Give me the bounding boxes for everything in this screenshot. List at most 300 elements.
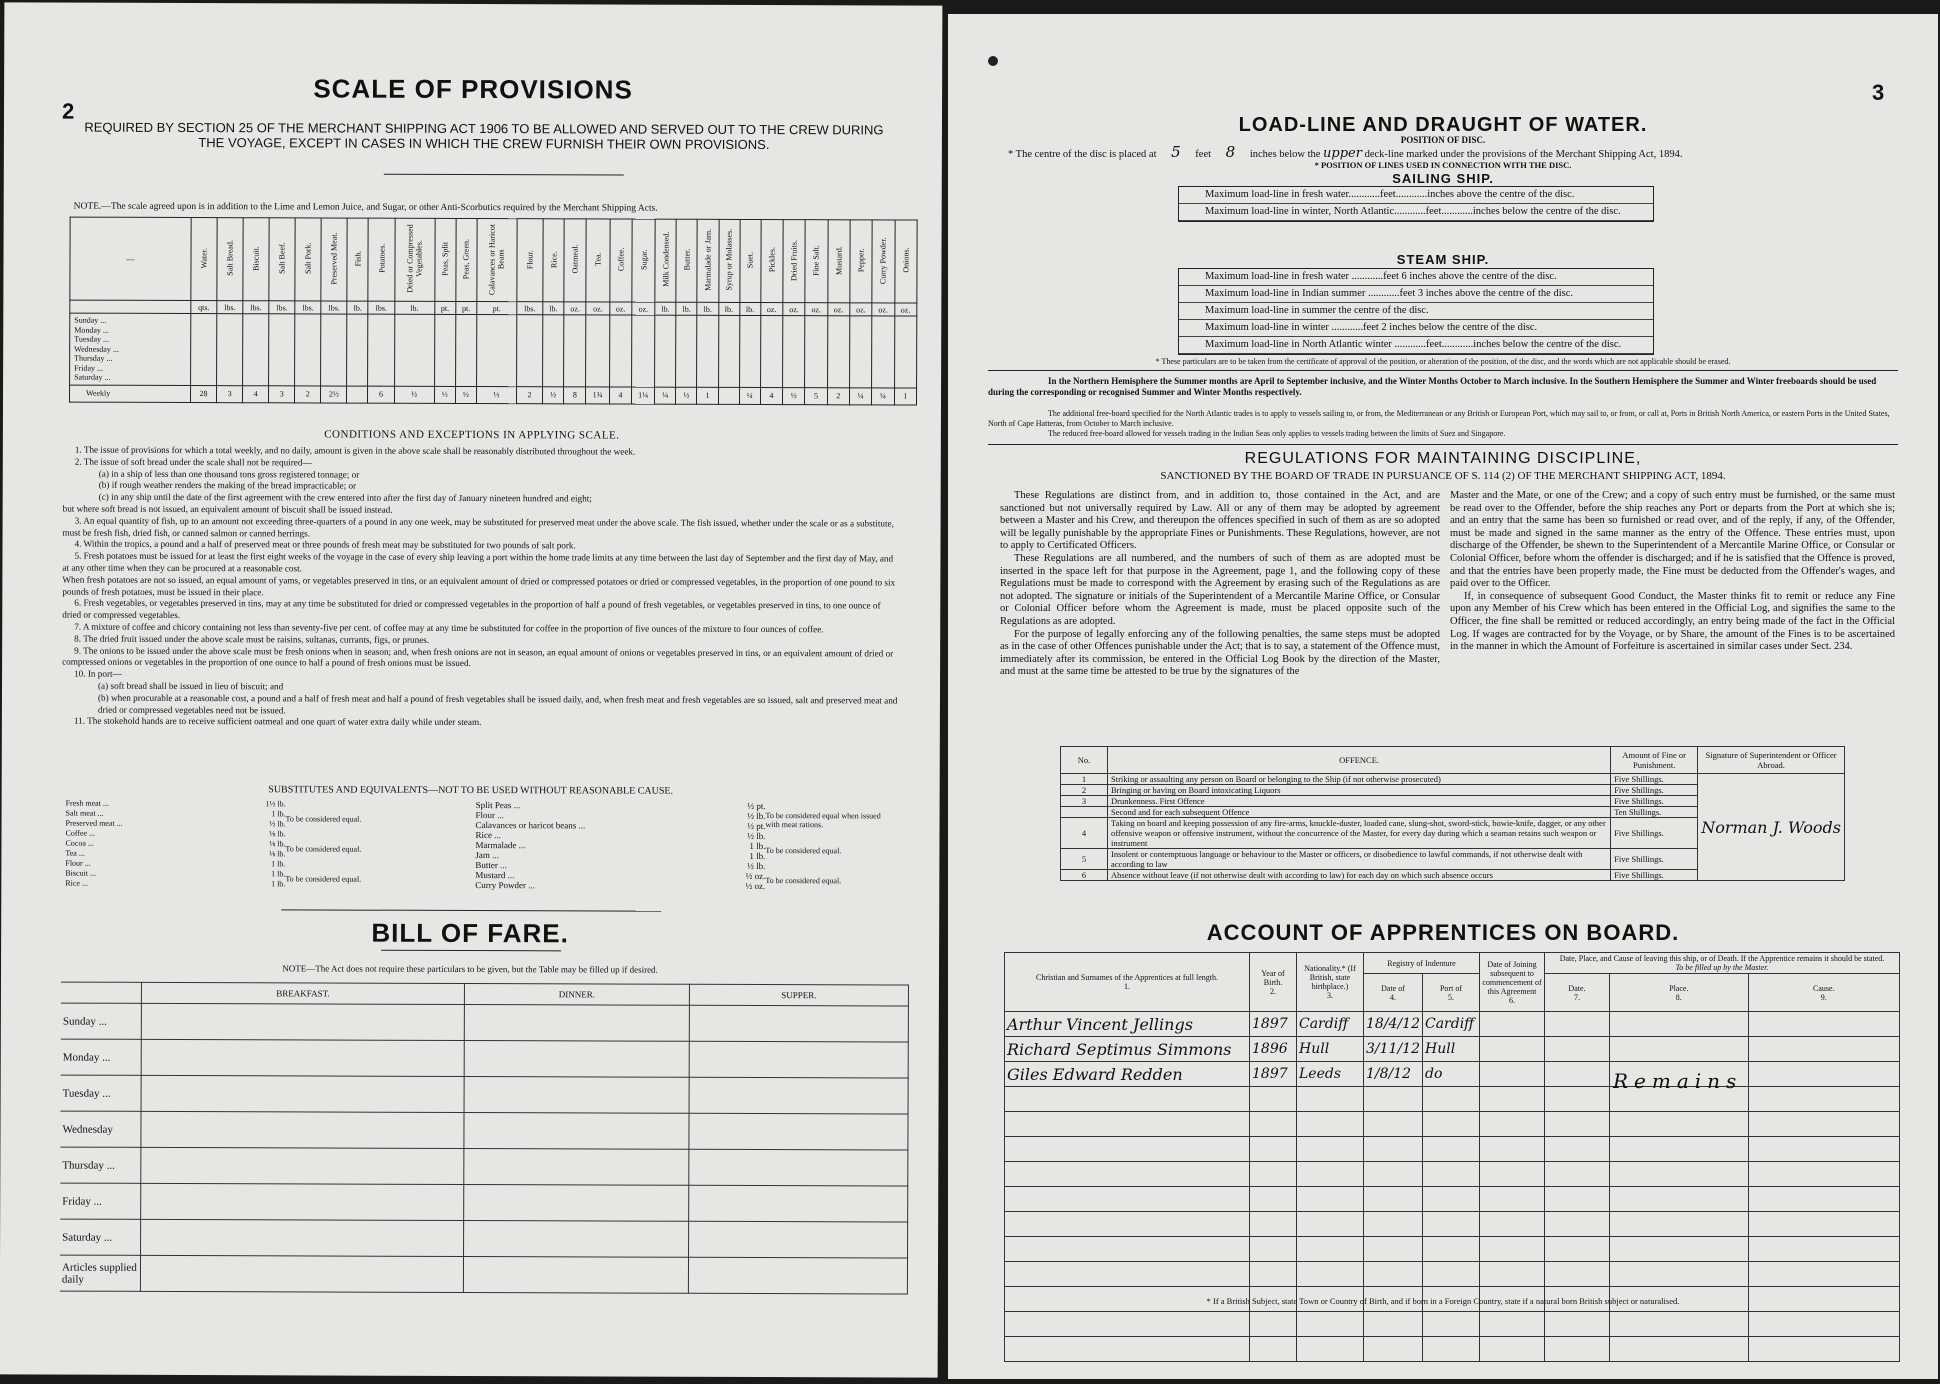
condition-item: 6. Fresh vegetables, or vegetables preserved in tins, may at any time be substituted for dried or compressed vegetables in the proportion of half a pound of fresh vegetables, or vegetables preserved in tins, to one ounce of dried or compressed vegetables. <box>62 597 881 621</box>
bill-title: BILL OF FARE. <box>371 917 569 949</box>
leaving-cause <box>1748 1012 1899 1037</box>
unit-cell: lbs. <box>368 301 394 314</box>
day-values-cell <box>655 315 676 387</box>
substitute-item: Flour ... <box>475 810 505 821</box>
sailing-box <box>1178 186 1654 222</box>
weekly-value: 4 <box>760 387 782 404</box>
leaving-cause <box>1748 1262 1899 1287</box>
condition-item: When fresh potatoes are not so issued, an equal amount of yams, or vegetables preserved in tins, or an equivalent amount of dried or compressed potatoes or dried or compressed vegetables, in the proportion of one pound to six pounds of fresh potatoes, must be issued in their place. <box>62 574 896 597</box>
indenture-date <box>1364 1312 1423 1337</box>
fare-row <box>60 1111 908 1150</box>
apprentice-birth <box>1250 1312 1297 1337</box>
apprentice-nationality <box>1297 1212 1364 1237</box>
offence-fine: Five Shillings. <box>1611 785 1698 796</box>
weekly-label: Weekly <box>70 385 191 402</box>
apprentice-birth <box>1250 1012 1297 1037</box>
offence-text: Striking or assaulting any person on Board or belonging to the Ship (if not otherwise prosecuted) <box>1108 774 1611 785</box>
offence-text: Bringing or having on Board intoxicating Liquors <box>1108 785 1611 796</box>
apprentice-row <box>1005 1162 1900 1187</box>
weekly-value: 6 <box>368 386 394 403</box>
fare-cell <box>464 1004 689 1041</box>
offence-no: 3 <box>1061 796 1108 807</box>
offence-text: Drunkenness. First Offence <box>1108 796 1611 807</box>
day-values-cell <box>455 314 476 386</box>
fare-cell <box>464 1220 689 1257</box>
unit-cell: oz. <box>761 303 783 316</box>
apprentice-birth <box>1250 1062 1297 1087</box>
indenture-date-text: 18/4/12 <box>1366 1016 1420 1032</box>
substitute-row <box>475 880 765 891</box>
fare-cell <box>688 1257 907 1294</box>
apprentice-name <box>1005 1162 1250 1187</box>
leaving-date <box>1544 1262 1609 1287</box>
indenture-port-text: Hull <box>1424 1041 1456 1057</box>
day-values-cell <box>676 315 697 387</box>
weekly-value: ¼ <box>655 387 676 404</box>
regulation-paragraph: These Regulations are all numbered, and the numbers of such of them as are adopted must be inserted in the space left for that purpose in the Agreement, page 1, and the following copy of these Regulations must be made to correspond with the Agreement by erasing such of the Regulations as are not adopted. The signature or initials of the Superintendent of a Mercantile Marine Office, or Consular or Colonial Officer before whom the Agreement is made, must be placed opposite such of the Regulations as are adopted. <box>1000 552 1440 627</box>
unit-cell: qts. <box>191 301 217 314</box>
fare-row <box>61 1039 909 1078</box>
offence-text: Insolent or contemptuous language or behaviour to the Master or officers, or disobedience to lawful commands, if not otherwise dealt with according to law <box>1108 849 1611 870</box>
bill-of-fare-table <box>60 982 909 1295</box>
page-title: SCALE OF PROVISIONS <box>313 73 633 105</box>
provision-col-label: Milk Condensed. <box>661 232 671 288</box>
fare-cell <box>141 1219 464 1256</box>
condition-item: 10. In port— <box>74 668 122 679</box>
fare-row <box>60 1183 908 1222</box>
indenture-date <box>1364 1212 1423 1237</box>
indenture-date-text: 3/11/12 <box>1366 1041 1420 1057</box>
fare-cell <box>688 1185 907 1222</box>
indenture-port <box>1422 1112 1479 1137</box>
divider <box>281 909 661 911</box>
day-values-cell <box>217 314 243 386</box>
indenture-port <box>1422 1162 1479 1187</box>
leaving-date <box>1544 1062 1609 1087</box>
substitute-qty: 1 lb. <box>271 809 286 819</box>
regulation-paragraph: For the purpose of legally enforcing any of the following penalties, the same steps must be adopted as in the case of other Offences punishable under the Act; that is to say, a statement of the Offence must, immediately after its commission, be entered in the Official Log Book by the direction of the Master, and must at the same time be attested to be true by the signatures of the <box>1000 628 1440 678</box>
substitute-qty: ⅛ lb. <box>269 839 286 849</box>
units-label <box>70 300 191 313</box>
substitute-qty: ½ oz. <box>745 870 766 882</box>
substitute-note: To be considered equal. <box>285 843 362 854</box>
fare-cell <box>689 1113 908 1150</box>
provision-col-header <box>477 219 517 302</box>
appr-nationality-header <box>1297 953 1364 1012</box>
apprentice-nationality <box>1297 1087 1364 1112</box>
day-values-cell <box>476 315 516 387</box>
col-num-3: 3. <box>1327 991 1333 1000</box>
provision-col-header <box>347 218 368 301</box>
signature-text: Norman J. Woods <box>1701 817 1841 837</box>
fare-cell <box>141 1147 464 1184</box>
apprentice-birth-text: 1897 <box>1252 1066 1288 1082</box>
regulation-paragraph: These Regulations are distinct from, and in addition to, those contained in the Act, and are sanctioned but not universally required by Law. All or any of them may be adopted by agreement between a Master and his Crew, and thereupon the offences specified in such of them as are so adopted will be legally punishable by the appropriate Fines or Punishments. These Regulations, however, are not to apply to Certificated Officers. <box>1000 490 1440 552</box>
provision-col-header <box>586 219 610 302</box>
fare-cell <box>689 1041 908 1078</box>
bill-note: NOTE—The Act does not require these particulars to be given, but the Table may be filled up if desired. <box>282 963 658 975</box>
day-label: Saturday ... <box>74 372 111 382</box>
apprentice-row <box>1005 1262 1900 1287</box>
appr-ldate-header <box>1544 974 1609 1012</box>
offence-text: Second and for each subsequent Offence <box>1108 807 1611 818</box>
weekly-value: ½ <box>543 386 564 403</box>
condition-item: 3. An equal quantity of fish, up to an amount not exceeding three-quarters of a pound in any one week, may be substituted for preserved meat under the above scale. The fish issued, whether under the scale or as a substitute, must be fresh fish, dried fish, or canned salmon or canned herrings. <box>62 515 894 539</box>
provision-col-header <box>217 218 243 301</box>
unit-cell: lb. <box>718 302 739 315</box>
fare-cell <box>141 1075 464 1112</box>
provision-col-header <box>761 220 784 303</box>
indenture-date <box>1364 1237 1423 1262</box>
provision-col-label: Peas, Green. <box>461 238 471 280</box>
substitute-qty: ½ lb. <box>747 830 766 842</box>
day-values-cell <box>894 316 917 388</box>
substitute-qty: ½ oz. <box>745 880 766 892</box>
officer-signature <box>1698 774 1845 881</box>
apprentice-birth-text: 1897 <box>1252 1016 1288 1032</box>
indenture-port <box>1422 1262 1479 1287</box>
fare-cell <box>141 1039 464 1076</box>
leaving-date <box>1544 1312 1609 1337</box>
indenture-date <box>1364 1087 1423 1112</box>
weekly-value: ½ <box>394 386 434 403</box>
day-values-cell <box>517 315 543 387</box>
appr-lplace-header-text: Place. <box>1669 983 1689 993</box>
weekly-value: ½ <box>455 386 476 403</box>
joining-date <box>1479 1137 1544 1162</box>
joining-date <box>1479 1312 1544 1337</box>
steam-line: Maximum load-line in winter ............feet 2 inches below the centre of the disc. <box>1179 320 1653 337</box>
col-num-6: 6. <box>1508 995 1515 1005</box>
offence-no: 1 <box>1061 774 1108 785</box>
weekly-value: 2 <box>516 386 542 403</box>
provision-col-label: Salt Beef. <box>277 242 287 275</box>
weekly-value: ½ <box>476 386 516 403</box>
provision-col-label: Calavances or Haricot Beans <box>487 223 506 295</box>
appr-port-header <box>1422 974 1479 1012</box>
apprentice-row <box>1005 1212 1900 1237</box>
substitute-qty: ⅛ lb. <box>269 849 286 859</box>
substitutes-right-notes <box>765 805 895 895</box>
col-num-9: 9. <box>1820 992 1827 1002</box>
leaving-place <box>1609 1212 1748 1237</box>
substitutes-title: SUBSTITUTES AND EQUIVALENTS—NOT TO BE USED WITHOUT REASONABLE CAUSE. <box>268 784 674 797</box>
day-values-cell <box>697 315 718 387</box>
weekly-value: 4 <box>243 385 269 402</box>
weekly-value: 2½ <box>321 385 347 402</box>
appr-joining-header <box>1479 953 1544 1012</box>
offence-no: 5 <box>1061 849 1108 870</box>
provision-col-header <box>394 218 434 301</box>
condition-item: (a) in a ship of less than one thousand tons gross registered tonnage; or <box>98 468 360 480</box>
substitute-note: To be considered equal. <box>285 813 362 824</box>
reg-subtitle: SANCTIONED BY THE BOARD OF TRADE IN PURSUANCE OF S. 114 (2) OF THE MERCHANT SHIPPING ACT, 1894. <box>1160 470 1726 482</box>
offence-header: OFFENCE. <box>1108 747 1611 774</box>
fare-day: Friday ... <box>60 1183 141 1219</box>
day-values-cell <box>586 315 609 387</box>
substitute-qty: ½ pt. <box>747 820 766 832</box>
conditions-list <box>62 445 901 731</box>
appr-birth-header <box>1250 953 1297 1012</box>
substitute-row <box>66 819 286 830</box>
weekly-value: ½ <box>676 387 697 404</box>
fare-row <box>60 1255 908 1294</box>
condition-item: 8. The dried fruit issued under the above scale must be raisins, sultanas, currants, figs, or prunes. <box>74 633 430 645</box>
indenture-date <box>1364 1037 1423 1062</box>
day-label: Wednesday ... <box>74 344 119 354</box>
day-values-cell <box>434 314 455 386</box>
season-note: In the Northern Hemisphere the Summer months are April to September inclusive, and the Winter Months October to March inclusive. In the Southern Hemisphere the Summer and Winter freeboards should be used during the corresponding or recognised Summer and Winter Months respectively. <box>988 376 1877 397</box>
condition-item: 5. Fresh potatoes must be issued for at least the first eight weeks of the voyage in the case of every ship leaving a port within the home trade limits at any time between the last day of September and the first day of May, and at any other time when they can be procured at a reasonable cost. <box>62 550 894 574</box>
provision-col-label: Fine Salt. <box>811 244 822 276</box>
provision-col-label: Syrup or Molasses. <box>724 229 734 291</box>
leaving-date <box>1544 1112 1609 1137</box>
joining-date <box>1479 1012 1544 1037</box>
disc-feet: 5 <box>1171 143 1181 161</box>
substitute-qty: ½ lb. <box>747 810 766 822</box>
substitute-item: Curry Powder ... <box>475 880 536 891</box>
unit-cell: lb. <box>394 301 434 314</box>
page-number: 3 <box>1872 80 1885 105</box>
reg-right-column <box>1450 490 1895 654</box>
disc-inches-label: inches below the <box>1249 149 1321 160</box>
indenture-date-text: 1/8/12 <box>1366 1066 1412 1082</box>
sailing-line: Maximum load-line in winter, North Atlantic............feet............inches below the centre of the disc. <box>1179 204 1653 221</box>
provision-col-header <box>517 219 543 302</box>
provision-col-header <box>676 219 697 302</box>
leaving-cause <box>1748 1312 1899 1337</box>
right-page <box>948 14 1938 1379</box>
day-values-cell <box>739 315 760 387</box>
joining-date <box>1479 1062 1544 1087</box>
apprentice-row <box>1005 1012 1900 1037</box>
leaving-place <box>1609 1262 1748 1287</box>
provision-col-header <box>564 219 587 302</box>
condition-item: 1. The issue of provisions for which a total weekly, and no daily, amount is given in the above scale shall be reasonably distributed throughout the week. <box>74 444 636 457</box>
apprentice-nationality <box>1297 1337 1364 1362</box>
leaving-date <box>1544 1162 1609 1187</box>
offence-no: 4 <box>1061 818 1108 849</box>
apprentice-nationality <box>1297 1012 1364 1037</box>
apprentice-birth <box>1250 1162 1297 1187</box>
page-number: 2 <box>61 98 75 124</box>
leaving-cause <box>1748 1212 1899 1237</box>
weekly-value: ¼ <box>739 387 760 404</box>
unit-cell: pt. <box>434 301 455 314</box>
appr-lcause-header-text: Cause. <box>1813 983 1835 993</box>
day-label: Thursday ... <box>74 353 113 363</box>
condition-item: 9. The onions to be issued under the above scale must be fresh onions when in season; and, when fresh onions are not in season, an equal amount of onions or vegetables preserved in tins, or an equivalent amount of dried or compressed onions or vegetables in the proportion of one ounce to half a pound of fresh onions must be issued. <box>62 645 894 669</box>
divider <box>384 174 624 176</box>
fare-cell <box>141 1003 464 1040</box>
provision-col-label: Suet. <box>745 251 755 269</box>
col-num-5: 5. <box>1447 992 1454 1002</box>
appr-leaving-header-text: Date, Place, and Cause of leaving this ship, or of Death. If the Apprentice remains it should be stated. <box>1559 954 1885 964</box>
substitute-item: Calavances or haricot beans ... <box>475 820 586 831</box>
disc-suffix: deck-line marked under the provisions of the Merchant Shipping Act, 1894. <box>1364 149 1683 160</box>
fare-day: Articles supplied daily <box>60 1255 141 1291</box>
indenture-port <box>1422 1337 1479 1362</box>
substitute-item: Butter ... <box>475 860 507 871</box>
steam-title: STEAM SHIP. <box>1396 252 1490 267</box>
provision-col-header <box>543 219 564 302</box>
apprentice-birth <box>1250 1337 1297 1362</box>
provision-col-header <box>872 220 895 303</box>
day-values-cell <box>269 314 295 386</box>
provision-col-label: Marmalade or Jam. <box>703 228 713 291</box>
provision-col-label: Coffee. <box>616 247 626 272</box>
sailing-title: SAILING SHIP. <box>1392 171 1494 186</box>
substitute-note: To be considered equal. <box>285 873 362 884</box>
weekly-value: ¼ <box>872 387 894 404</box>
substitute-qty: 1 lb. <box>749 840 766 852</box>
fare-cell <box>141 1111 464 1148</box>
indenture-port <box>1422 1012 1479 1037</box>
provision-col-label: Fish. <box>353 250 363 267</box>
fare-cell <box>688 1221 907 1258</box>
provision-col-label: Peas, Split <box>440 242 450 276</box>
substitute-item: Rice ... <box>475 830 502 841</box>
breakfast-header: BREAKFAST. <box>141 982 464 1004</box>
provision-col-header <box>697 219 718 302</box>
unit-cell: lb. <box>697 302 718 315</box>
fare-row <box>60 1219 908 1258</box>
provision-col-label: Sugar. <box>639 249 649 270</box>
offence-text: Absence without leave (if not otherwise dealt with according to law) for each day on which such absence occurs <box>1108 870 1611 881</box>
steam-line: Maximum load-line in fresh water ............feet 6 inches above the centre of the disc. <box>1179 269 1653 286</box>
joining-date <box>1479 1237 1544 1262</box>
apprentice-row <box>1005 1062 1900 1087</box>
substitute-row <box>475 840 765 851</box>
day-label: Tuesday ... <box>74 334 110 344</box>
fare-day: Thursday ... <box>60 1147 141 1183</box>
weekly-value: 5 <box>805 387 827 404</box>
apprentice-nationality-text: Hull <box>1299 1041 1330 1057</box>
leaving-cause <box>1748 1112 1899 1137</box>
disc-prefix: * The centre of the disc is placed at <box>1008 149 1157 160</box>
indenture-port <box>1422 1037 1479 1062</box>
provision-col-header <box>850 220 873 303</box>
provision-col-label: Pickles. <box>767 247 777 273</box>
leaving-place <box>1609 1037 1748 1062</box>
unit-cell: oz. <box>827 303 849 316</box>
weekly-value <box>718 387 739 404</box>
weekly-value: 1 <box>697 387 718 404</box>
offence-fine: Five Shillings. <box>1611 796 1698 807</box>
condition-item: (a) soft bread shall be issued in lieu of biscuit; and <box>97 680 284 692</box>
substitute-qty: 1½ lb. <box>265 799 286 809</box>
substitute-qty: ½ pt. <box>747 800 766 812</box>
steam-box <box>1178 268 1654 355</box>
leaving-place <box>1609 1162 1748 1187</box>
weekly-value: 1¾ <box>586 386 609 403</box>
indenture-port <box>1422 1312 1479 1337</box>
fare-cell <box>464 1040 689 1077</box>
apprentice-name <box>1005 1112 1250 1137</box>
weekly-value: 4 <box>609 386 631 403</box>
provision-col-header <box>894 220 917 303</box>
apprentice-nationality <box>1297 1312 1364 1337</box>
appr-name-header-text: Christian and Surnames of the Apprentices at full length. <box>1036 973 1218 982</box>
fare-day: Sunday ... <box>61 1003 142 1039</box>
day-values-cell <box>191 314 217 386</box>
apprentice-nationality <box>1297 1112 1364 1137</box>
unit-cell: oz. <box>894 303 917 316</box>
apprentice-nationality <box>1297 1037 1364 1062</box>
offence-fine: Five Shillings. <box>1611 849 1698 870</box>
unit-cell: lbs. <box>517 302 543 315</box>
unit-cell: oz. <box>632 302 655 315</box>
offence-fine: Five Shillings. <box>1611 870 1698 881</box>
apprentice-birth <box>1250 1037 1297 1062</box>
apprentice-name <box>1005 1037 1250 1062</box>
apprentice-nationality <box>1297 1062 1364 1087</box>
apprentice-name <box>1005 1012 1250 1037</box>
provision-col-label: Salt Pork. <box>303 242 313 275</box>
substitute-item: Rice ... <box>65 878 89 888</box>
indenture-date <box>1364 1012 1423 1037</box>
substitute-item: Jam ... <box>475 850 499 861</box>
apprentice-nationality <box>1297 1162 1364 1187</box>
left-page <box>0 2 942 1377</box>
day-values-cell <box>543 315 564 387</box>
joining-date <box>1479 1112 1544 1137</box>
condition-item: 2. The issue of soft bread under the scale shall not be required— <box>74 456 312 468</box>
weekly-value: 28 <box>191 385 217 402</box>
joining-date <box>1479 1037 1544 1062</box>
weekly-value: 8 <box>564 386 586 403</box>
day-values-cell <box>394 314 434 386</box>
unit-cell: oz. <box>805 303 827 316</box>
day-values-cell <box>368 314 394 386</box>
leaving-date <box>1544 1187 1609 1212</box>
leaving-date <box>1544 1137 1609 1162</box>
provision-col-header <box>805 220 828 303</box>
apprentice-nationality <box>1297 1137 1364 1162</box>
provisions-table <box>69 217 918 405</box>
col-num-7: 7. <box>1573 992 1580 1002</box>
apprentice-nationality <box>1297 1187 1364 1212</box>
fare-cell <box>140 1255 463 1292</box>
sailing-line: Maximum load-line in fresh water............feet............inches above the centre of the disc. <box>1179 187 1653 204</box>
provision-col-label: Curry Powder. <box>878 237 888 284</box>
particulars-note: * These particulars are to be taken from the certificate of approval of the position, or alteration of the position, of the disc, and the words which are not applicable should be erased. <box>1155 357 1731 366</box>
apprentice-name <box>1005 1137 1250 1162</box>
apprentice-name <box>1005 1212 1250 1237</box>
provision-col-header <box>269 218 295 301</box>
leaving-cause <box>1748 1087 1899 1112</box>
divider <box>988 370 1898 371</box>
provision-col-label: Biscuit. <box>251 245 261 271</box>
day-values-cell <box>718 315 739 387</box>
substitute-qty: 1 lb. <box>271 869 286 879</box>
day-values-cell <box>805 316 828 388</box>
day-values-cell <box>872 316 895 388</box>
appr-registry-header: Registry of Indenture <box>1364 953 1480 974</box>
provision-col-header <box>783 220 806 303</box>
indenture-port <box>1422 1087 1479 1112</box>
reg-title: REGULATIONS FOR MAINTAINING DISCIPLINE, <box>1244 450 1642 467</box>
provision-col-header <box>718 219 739 302</box>
provision-col-label: Potatoes. <box>376 244 387 274</box>
leaving-date <box>1544 1212 1609 1237</box>
unit-cell: lbs. <box>269 301 295 314</box>
substitute-item: Mustard ... <box>475 870 515 881</box>
substitute-note: To be considered equal. <box>765 875 842 885</box>
col-num-8: 8. <box>1675 992 1682 1002</box>
position-label: POSITION OF DISC. <box>1400 135 1486 145</box>
day-values-cell <box>609 315 632 387</box>
